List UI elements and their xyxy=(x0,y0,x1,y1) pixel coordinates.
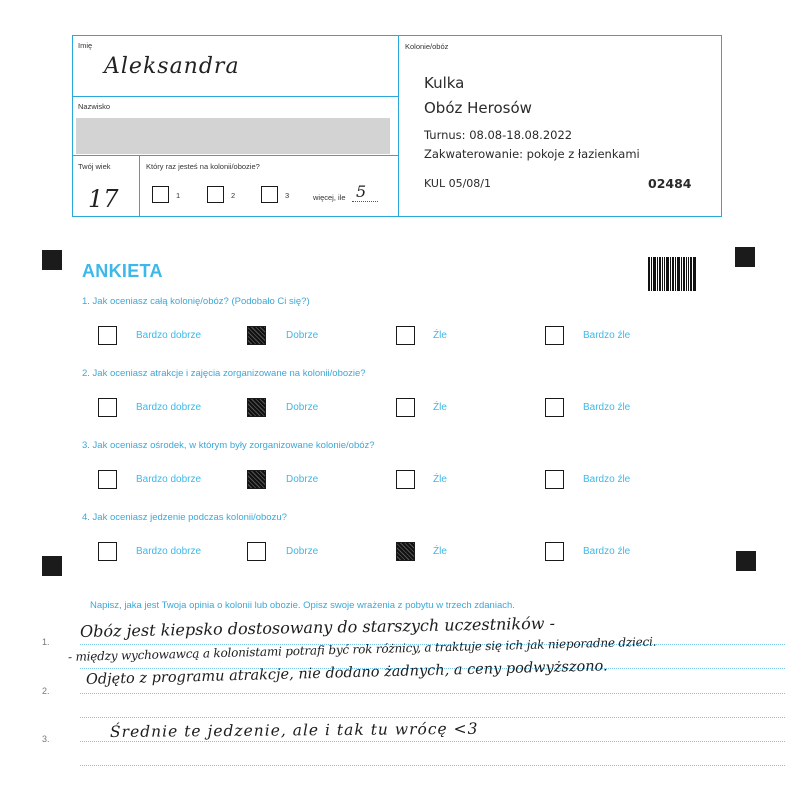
registration-mark-bottom-right xyxy=(736,551,756,571)
visits-more-value[interactable]: 5 xyxy=(356,182,367,201)
answer-line xyxy=(80,717,785,718)
camp-label: Kolonie/obóz xyxy=(405,42,449,51)
answer-line xyxy=(80,693,785,694)
question-1-text: 1. Jak oceniasz całą kolonię/obóz? (Podobało Ci się?) xyxy=(82,296,310,307)
question-1-option-1-label: Bardzo dobrze xyxy=(136,330,202,341)
name-label: Imię xyxy=(78,41,93,50)
form-number: 02484 xyxy=(648,176,692,191)
answer-line xyxy=(80,741,785,742)
turnus-text: Turnus: 08.08-18.08.2022 xyxy=(424,128,573,142)
visit-option-3: 3 xyxy=(285,191,290,200)
camp-name: Kulka xyxy=(424,74,465,92)
question-1-option-2-checkbox[interactable] xyxy=(247,326,266,345)
visits-more-line xyxy=(352,201,378,202)
line-number-2: 2. xyxy=(42,686,50,696)
question-4-option-1-checkbox[interactable] xyxy=(98,542,117,561)
question-4-option-3-label: Źle xyxy=(433,546,447,557)
name-value: Aleksandra xyxy=(104,54,240,79)
question-3-option-4-label: Bardzo źle xyxy=(583,474,631,485)
question-3-option-1-checkbox[interactable] xyxy=(98,470,117,489)
question-3-option-2-label: Dobrze xyxy=(286,474,319,485)
visits-label: Który raz jesteś na kolonii/obozie? xyxy=(146,162,260,171)
visits-more-label: więcej, ile xyxy=(313,193,346,202)
question-1-option-2-label: Dobrze xyxy=(286,330,319,341)
question-2-option-1-label: Bardzo dobrze xyxy=(136,402,202,413)
question-1-option-3-checkbox[interactable] xyxy=(396,326,415,345)
question-2-option-1-checkbox[interactable] xyxy=(98,398,117,417)
question-4-option-3-checkbox[interactable] xyxy=(396,542,415,561)
survey-title: ANKIETA xyxy=(82,261,163,281)
accommodation-text: Zakwaterowanie: pokoje z łazienkami xyxy=(424,147,640,161)
question-3-text: 3. Jak oceniasz ośrodek, w którym były zorganizowane kolonie/obóz? xyxy=(82,440,375,451)
question-2-option-4-label: Bardzo źle xyxy=(583,402,631,413)
registration-mark-bottom-left xyxy=(42,556,62,576)
question-4-option-2-label: Dobrze xyxy=(286,546,319,557)
registration-mark-top-left xyxy=(42,250,62,270)
question-4-option-1-label: Bardzo dobrze xyxy=(136,546,202,557)
camp-code: KUL 05/08/1 xyxy=(424,177,491,190)
question-3-option-1-label: Bardzo dobrze xyxy=(136,474,202,485)
age-value: 17 xyxy=(88,185,119,213)
question-3-option-3-label: Źle xyxy=(433,474,447,485)
line-number-3: 3. xyxy=(42,734,50,744)
question-4-text: 4. Jak oceniasz jedzenie podczas kolonii/obozu? xyxy=(82,512,287,523)
question-4-option-4-label: Bardzo źle xyxy=(583,546,631,557)
question-3-option-2-checkbox[interactable] xyxy=(247,470,266,489)
age-label: Twój wiek xyxy=(78,162,111,171)
question-3-option-4-checkbox[interactable] xyxy=(545,470,564,489)
answer-text-4[interactable]: Średnie te jedzenie, ale i tak tu wrócę <3 xyxy=(109,719,479,741)
question-2-option-3-label: Źle xyxy=(433,402,447,413)
question-2-option-3-checkbox[interactable] xyxy=(396,398,415,417)
redacted-surname xyxy=(76,118,390,154)
visit-checkbox-3[interactable] xyxy=(261,186,278,203)
visit-option-2: 2 xyxy=(231,191,236,200)
answer-line xyxy=(80,765,785,766)
question-1-option-4-label: Bardzo źle xyxy=(583,330,631,341)
surname-label: Nazwisko xyxy=(78,102,111,111)
camp-subtitle: Obóz Herosów xyxy=(424,99,532,117)
visit-checkbox-1[interactable] xyxy=(152,186,169,203)
answer-text-2[interactable]: - między wychowawcą a kolonistami potrafi być rok różnicy, a traktuje się ich jak nieporadne dzieci. xyxy=(67,634,657,664)
question-2-option-4-checkbox[interactable] xyxy=(545,398,564,417)
question-4-option-2-checkbox[interactable] xyxy=(247,542,266,561)
question-1-option-3-label: Źle xyxy=(433,330,447,341)
question-3-option-3-checkbox[interactable] xyxy=(396,470,415,489)
question-2-option-2-label: Dobrze xyxy=(286,402,319,413)
question-1-option-4-checkbox[interactable] xyxy=(545,326,564,345)
question-4-option-4-checkbox[interactable] xyxy=(545,542,564,561)
instructions-text: Napisz, jaka jest Twoja opinia o kolonii lub obozie. Opisz swoje wrażenia z pobytu w trzech zdaniach. xyxy=(90,600,515,611)
question-2-text: 2. Jak oceniasz atrakcje i zajęcia zorganizowane na kolonii/obozie? xyxy=(82,368,366,379)
registration-mark-top-right xyxy=(735,247,755,267)
answer-text-1[interactable]: Obóz jest kiepsko dostosowany do starszych uczestników - xyxy=(79,613,556,641)
question-2-option-2-checkbox[interactable] xyxy=(247,398,266,417)
answer-text-3[interactable]: Odjęto z programu atrakcje, nie dodano żadnych, a ceny podwyższono. xyxy=(85,658,608,688)
visit-option-1: 1 xyxy=(176,191,181,200)
line-number-1: 1. xyxy=(42,637,50,647)
visit-checkbox-2[interactable] xyxy=(207,186,224,203)
question-1-option-1-checkbox[interactable] xyxy=(98,326,117,345)
barcode xyxy=(648,257,700,291)
